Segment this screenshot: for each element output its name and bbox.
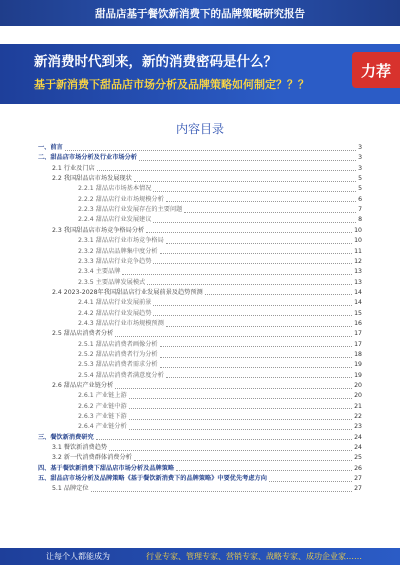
toc-entry-title: 2.6.1 产业链上游 [78, 392, 127, 400]
toc-entry[interactable] [38, 474, 362, 484]
toc-entry[interactable] [38, 257, 362, 267]
toc-leader-dots [160, 253, 353, 254]
toc-entry[interactable] [38, 298, 362, 308]
toc-entry[interactable] [38, 391, 362, 401]
toc-entry[interactable] [38, 215, 362, 225]
toc-entry-page: 5 [358, 185, 362, 193]
footer-roles: 行业专家、管理专家、营销专家、战略专家、成功企业家…… [146, 552, 362, 561]
toc-entry-page: 24 [354, 444, 362, 452]
toc-leader-dots [139, 160, 356, 161]
toc-entry[interactable] [38, 246, 362, 256]
toc-entry[interactable] [38, 184, 362, 194]
toc-leader-dots [129, 419, 352, 420]
banner-title: 甜品店基于餐饮新消费下的品牌策略研究报告 [95, 7, 305, 20]
toc-entry-page: 13 [354, 278, 362, 286]
toc-entry-page: 5 [358, 175, 362, 183]
toc-leader-dots [166, 201, 356, 202]
toc-leader-dots [205, 294, 352, 295]
toc-entry-page: 26 [354, 464, 362, 472]
toc-entry-page: 20 [354, 381, 362, 389]
toc-entry-title: 一、前言 [38, 144, 63, 152]
toc-entry-page: 24 [354, 433, 362, 441]
toc-entry-title: 2.2 我国甜品店市场发展现状 [52, 175, 132, 183]
toc-leader-dots [97, 170, 356, 171]
top-banner [0, 0, 400, 26]
toc-entry-page: 10 [354, 237, 362, 245]
toc-leader-dots [147, 284, 352, 285]
toc-entry-title: 2.3.4 主要品牌 [78, 268, 121, 276]
toc-entry-title: 2.6.4 产业链分析 [78, 423, 127, 431]
toc-leader-dots [109, 450, 352, 451]
toc-leader-dots [160, 357, 353, 358]
toc-entry-page: 3 [358, 154, 362, 162]
toc-entry[interactable] [38, 195, 362, 205]
toc-leader-dots [153, 263, 352, 264]
toc-entry[interactable] [38, 226, 362, 236]
toc-leader-dots [129, 429, 352, 430]
toc-entry-page: 22 [354, 413, 362, 420]
toc-entry-title: 2.3 我国甜品店市场竞争格局分析 [52, 226, 145, 234]
toc-entry-page: 25 [354, 454, 362, 462]
toc-entry-title: 2.5 甜品店消费者分析 [52, 330, 114, 338]
toc-entry-page: 19 [354, 361, 362, 369]
toc-entry[interactable] [38, 340, 362, 350]
toc-entry-page: 14 [354, 288, 362, 296]
toc-entry-title: 五、甜品店市场分析及品牌策略《基于餐饮新消费下的品牌策略》中要优先考虑方向 [38, 475, 267, 483]
toc-entry-title: 2.4.2 甜品店行业发展趋势 [78, 309, 152, 317]
toc-entry-page: 13 [354, 268, 362, 276]
toc-leader-dots [269, 481, 352, 482]
toc-entry-title: 3.1 餐饮新消费趋势 [52, 444, 108, 452]
toc-leader-dots [115, 336, 352, 337]
toc-entry[interactable] [38, 319, 362, 329]
toc-entry-page: 12 [354, 257, 362, 265]
toc-entry-page: 18 [354, 350, 362, 358]
footer-slogan: 让每个人都能成为 [46, 552, 110, 561]
toc-entry-page: 27 [354, 475, 362, 483]
toc-entry[interactable] [38, 484, 362, 494]
toc-entry-page: 15 [354, 309, 362, 317]
toc-entry[interactable] [38, 464, 362, 474]
toc-entry-title: 2.3.2 甜品店品牌集中度分析 [78, 247, 158, 255]
toc-leader-dots [184, 212, 356, 213]
toc-leader-dots [166, 326, 352, 327]
toc-entry-title: 2.4.1 甜品店行业发展前景 [78, 299, 152, 307]
toc-entry[interactable] [38, 350, 362, 360]
toc-leader-dots [96, 439, 352, 440]
bottom-banner [0, 548, 400, 565]
toc-leader-dots [134, 460, 352, 461]
toc-entry-title: 2.1 行业及门店 [52, 164, 95, 172]
toc-entry[interactable] [38, 164, 362, 174]
toc-entry[interactable] [38, 433, 362, 443]
toc-entry-page: 20 [354, 392, 362, 400]
toc-leader-dots [65, 150, 356, 151]
toc-entry-title: 2.6.3 产业链下游 [78, 413, 127, 420]
toc-entry[interactable] [38, 402, 362, 412]
toc-entry-title: 二、甜品店市场分析及行业市场分析 [38, 154, 137, 162]
toc-entry-page: 17 [354, 330, 362, 338]
toc-entry-title: 2.5.4 甜品店消费者满意度分析 [78, 371, 164, 379]
toc-entry-title: 2.3.5 主要品牌发展模式 [78, 278, 146, 286]
toc-entry-title: 2.3.1 甜品店行业市场竞争格局 [78, 237, 164, 245]
toc-leader-dots [129, 398, 352, 399]
toc-entry-title: 三、餐饮新消费研究 [38, 433, 94, 441]
hero-subheadline: 基于新消费下甜品店市场分析及品牌策略如何制定？？？ [34, 78, 309, 91]
toc-entry-title: 2.4.3 甜品店行业市场规模预测 [78, 319, 164, 327]
toc-entry-page: 17 [354, 340, 362, 348]
toc-entry-title: 2.4 2023-2028年我国甜品店行业发展前景及趋势预测 [52, 288, 203, 296]
toc-entry[interactable] [38, 309, 362, 319]
toc-entry-page: 7 [358, 206, 362, 214]
recommend-badge: 力荐 [352, 52, 400, 88]
toc-entry[interactable] [38, 412, 362, 422]
toc-entry-title: 2.5.2 甜品店消费者行为分析 [78, 350, 158, 358]
toc-entry-title: 2.5.1 甜品店消费者画像分析 [78, 340, 158, 348]
toc-leader-dots [160, 346, 353, 347]
toc-entry[interactable] [38, 288, 362, 298]
toc-leader-dots [153, 191, 356, 192]
toc-entry[interactable] [38, 205, 362, 215]
toc-entry-title: 3.2 新一代消费群体消费分析 [52, 454, 132, 462]
toc-entry-page: 16 [354, 319, 362, 327]
toc-leader-dots [176, 470, 352, 471]
toc-leader-dots [153, 315, 352, 316]
toc-entry-title: 2.5.3 甜品店消费者需求分析 [78, 361, 158, 369]
toc-entry-title: 2.6 甜品店产业链分析 [52, 381, 114, 389]
toc-entry-page: 23 [354, 423, 362, 431]
toc-entry[interactable] [38, 174, 362, 184]
toc-entry[interactable] [38, 422, 362, 432]
toc-leader-dots [122, 274, 352, 275]
toc-entry-page: 14 [354, 299, 362, 307]
toc-entry-title: 2.2.1 甜品店市场基本情况 [78, 185, 152, 193]
toc-entry[interactable] [38, 443, 362, 453]
toc-entry-title: 2.2.4 甜品店行业发展建议 [78, 216, 152, 224]
toc-entry[interactable] [38, 143, 362, 153]
toc-leader-dots [146, 232, 352, 233]
hero-headline: 新消费时代到来，新的消费密码是什么？ [34, 54, 277, 70]
toc-leader-dots [166, 377, 352, 378]
toc-entry-page: 6 [358, 195, 362, 203]
toc-leader-dots [153, 222, 356, 223]
toc-leader-dots [134, 181, 356, 182]
toc-entry-page: 27 [354, 485, 362, 493]
toc-leader-dots [91, 491, 353, 492]
toc-entry[interactable] [38, 360, 362, 370]
toc-entry-title: 2.6.2 产业链中游 [78, 402, 127, 410]
toc-entry[interactable] [38, 236, 362, 246]
toc-entry-page: 19 [354, 371, 362, 379]
toc-entry[interactable] [38, 371, 362, 381]
toc-entry-page: 3 [358, 144, 362, 152]
toc-entry[interactable] [38, 153, 362, 163]
toc-entry-title: 5.1 品牌定位 [52, 485, 89, 493]
toc-entry-page: 3 [358, 164, 362, 172]
toc-entry[interactable] [38, 453, 362, 463]
toc-leader-dots [160, 367, 353, 368]
table-of-contents [38, 143, 362, 495]
hero-banner [0, 44, 400, 104]
toc-entry-title: 四、基于餐饮新消费下甜品店市场分析及品牌策略 [38, 464, 175, 472]
toc-entry[interactable] [38, 381, 362, 391]
toc-entry[interactable] [38, 277, 362, 287]
toc-entry[interactable] [38, 267, 362, 277]
toc-entry-page: 11 [354, 247, 362, 255]
toc-leader-dots [166, 243, 352, 244]
toc-entry-title: 2.2.2 甜品店行业市场规模分析 [78, 195, 164, 203]
toc-leader-dots [115, 388, 352, 389]
toc-entry-title: 2.2.3 甜品店行业发展存在的主要问题 [78, 206, 183, 214]
toc-leader-dots [153, 305, 352, 306]
toc-entry-page: 21 [354, 402, 362, 410]
toc-leader-dots [129, 408, 352, 409]
toc-title: 内容目录 [175, 122, 224, 136]
toc-entry-title: 2.3.3 甜品店行业竞争趋势 [78, 257, 152, 265]
toc-entry[interactable] [38, 329, 362, 339]
toc-entry-page: 8 [358, 216, 362, 224]
toc-entry-page: 10 [354, 226, 362, 234]
